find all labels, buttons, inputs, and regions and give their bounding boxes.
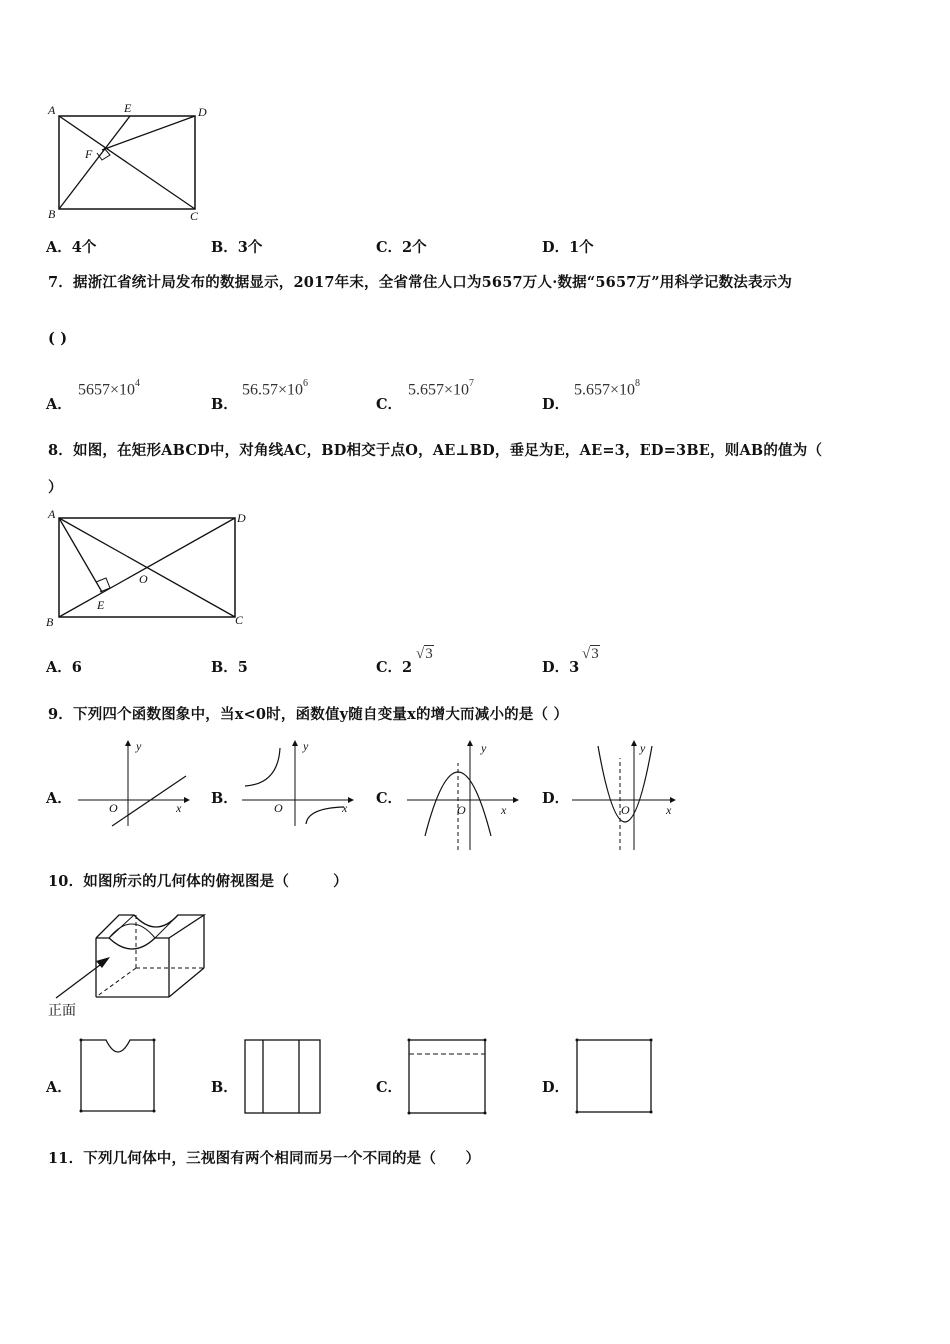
q7-option-c-value: $5.657\times 10^7$: [408, 378, 475, 399]
label-B: B: [46, 615, 54, 629]
label-B: B: [48, 207, 56, 221]
q7-option-d-value: $5.657\times 10^8$: [574, 378, 641, 399]
q9-graph-d: [570, 738, 685, 853]
q9-graph-b: [240, 738, 355, 828]
q7-option-d[interactable]: D．: [542, 396, 570, 413]
q8-option-c-radical: √3: [416, 646, 433, 662]
label-E: E: [124, 101, 132, 115]
q10-view-d: [574, 1036, 656, 1118]
svg-text:O: O: [457, 803, 466, 817]
q8-option-a[interactable]: A．6: [46, 659, 82, 676]
svg-text:x: x: [666, 803, 672, 817]
q7-option-a[interactable]: A．: [46, 396, 72, 413]
q8-stem-cont: ）: [48, 479, 63, 496]
q6-option-d[interactable]: D．1个: [542, 239, 594, 256]
q10-view-a: [78, 1036, 158, 1116]
q9-graph-a: [76, 738, 191, 828]
q10-option-a[interactable]: A．: [46, 1079, 72, 1096]
label-C: C: [190, 209, 199, 223]
q9-option-a[interactable]: A．: [46, 790, 72, 807]
svg-text:y: y: [303, 739, 309, 753]
q7-option-c[interactable]: C．: [376, 396, 403, 413]
q11-stem: 11．下列几何体中，三视图有两个相同而另一个不同的是（ ）: [48, 1150, 481, 1167]
q9-graph-c: [405, 738, 520, 853]
label-E: E: [97, 598, 105, 612]
q7-option-b-value: $56.57\times 10^6$: [242, 378, 309, 399]
q6-rectangle-figure: [44, 100, 219, 225]
q9-stem: 9．下列四个函数图象中，当x<0时，函数值y随自变量x的增大而减小的是（ ）: [48, 706, 569, 723]
front-label: 正面: [48, 1003, 76, 1019]
q10-option-c[interactable]: C．: [376, 1079, 403, 1096]
svg-text:x: x: [176, 801, 182, 815]
label-O: O: [139, 572, 148, 586]
q7-option-b[interactable]: B．: [211, 396, 238, 413]
q6-option-a[interactable]: A．4个: [46, 239, 97, 256]
q8-option-d[interactable]: D．3: [542, 659, 580, 676]
svg-text:O: O: [621, 803, 630, 817]
label-D: D: [198, 105, 207, 119]
q10-view-b: [242, 1036, 324, 1118]
q6-option-c[interactable]: C．2个: [376, 239, 427, 256]
q10-option-b[interactable]: B．: [211, 1079, 238, 1096]
svg-text:x: x: [342, 801, 348, 815]
q10-view-c: [406, 1036, 488, 1118]
q7-stem: 7．据浙江省统计局发布的数据显示，2017年末，全省常住人口为5657万人·数据“5657万”用科学记数法表示为: [48, 274, 793, 291]
q10-stem: 10．如图所示的几何体的俯视图是（ ）: [48, 873, 348, 890]
svg-text:O: O: [109, 801, 118, 815]
label-C: C: [235, 613, 244, 627]
q8-stem: 8．如图，在矩形ABCD中，对角线AC，BD相交于点O，AE⊥BD，垂足为E，AE=3，ED=3BE，则AB的值为（: [48, 442, 823, 459]
q9-option-c[interactable]: C．: [376, 790, 403, 807]
q6-option-b[interactable]: B．3个: [211, 239, 263, 256]
label-D: D: [237, 511, 246, 525]
label-A: A: [48, 103, 56, 117]
svg-text:O: O: [274, 801, 283, 815]
q9-option-d[interactable]: D．: [542, 790, 570, 807]
svg-text:y: y: [640, 741, 646, 755]
q7-option-a-value: $5657\times 10^4$: [78, 378, 141, 399]
svg-text:x: x: [501, 803, 507, 817]
svg-text:y: y: [136, 739, 142, 753]
label-A: A: [48, 507, 56, 521]
svg-text:y: y: [481, 741, 487, 755]
q10-solid-figure: [44, 905, 224, 1025]
q8-option-d-radical: √3: [582, 646, 599, 662]
q8-rectangle-figure: [44, 506, 254, 631]
q10-option-d[interactable]: D．: [542, 1079, 570, 1096]
q8-option-c[interactable]: C．2: [376, 659, 413, 676]
q9-option-b[interactable]: B．: [211, 790, 238, 807]
label-F: F: [85, 147, 93, 161]
q8-option-b[interactable]: B．5: [211, 659, 248, 676]
q7-paren: ( ): [48, 330, 68, 347]
